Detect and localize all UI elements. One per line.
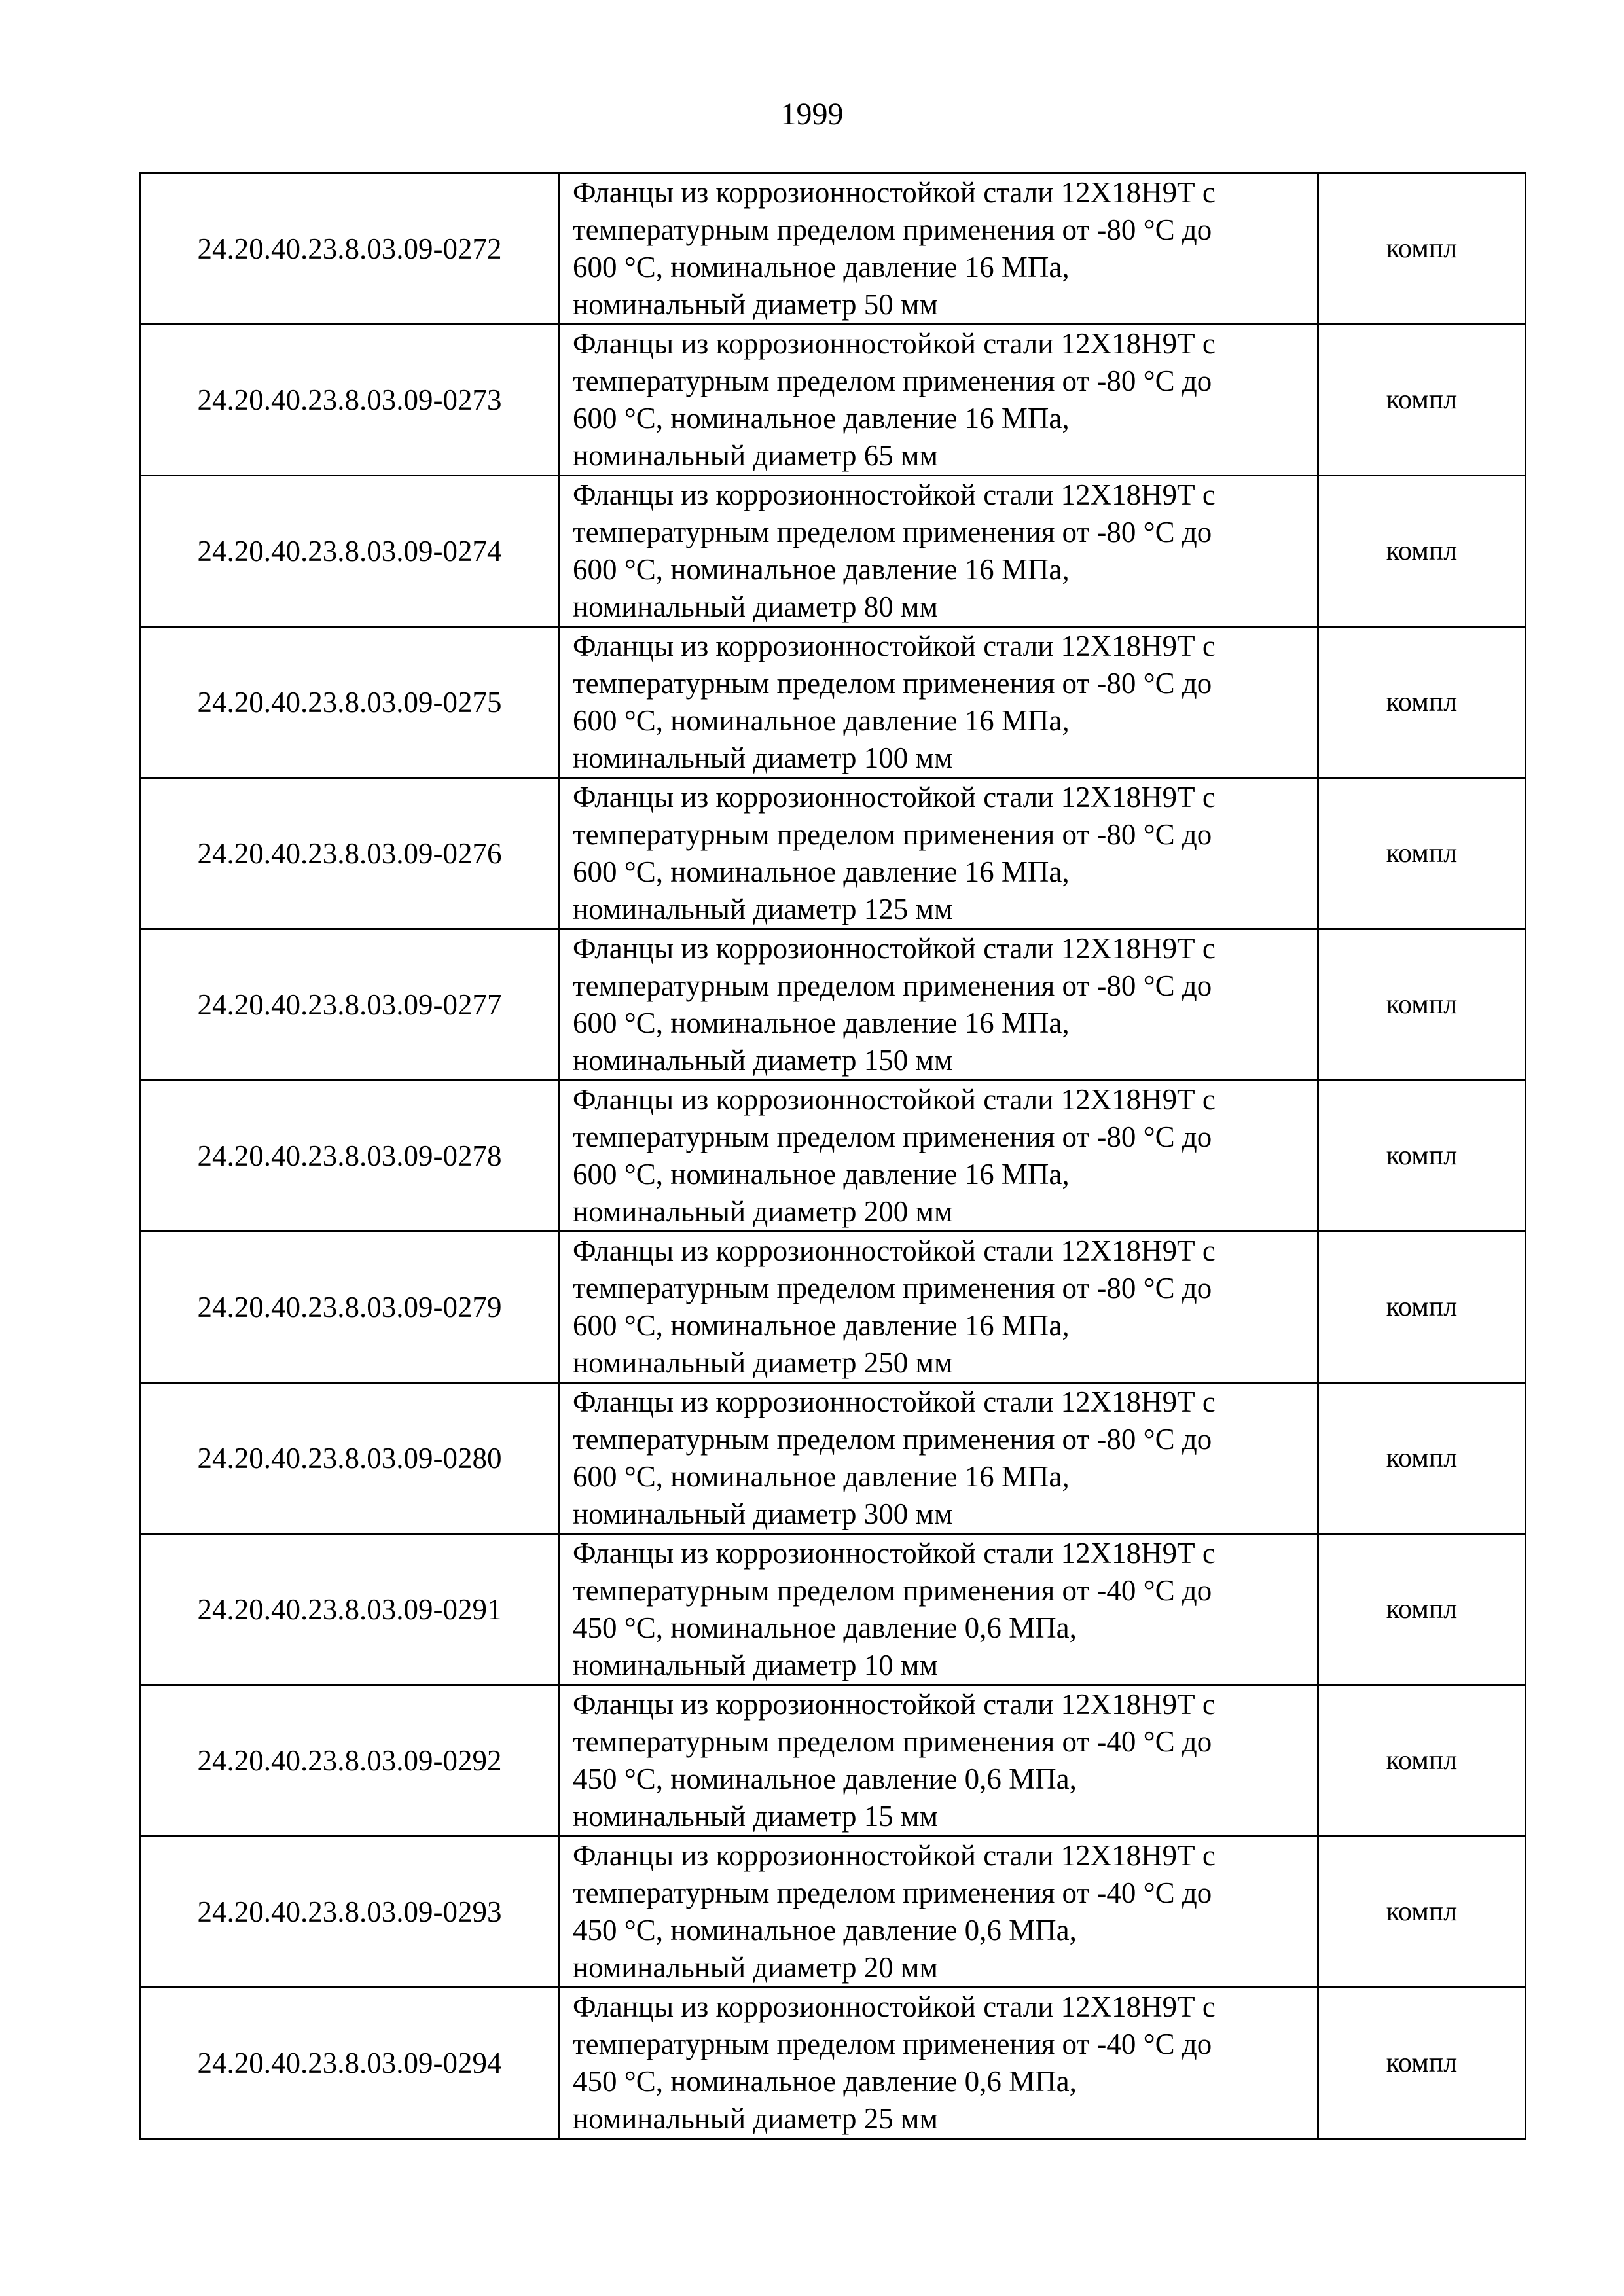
item-unit: компл [1318,929,1526,1081]
description-line: Фланцы из коррозионностойкой стали 12Х18Н9Т с [573,1839,1216,1872]
description-line: номинальный диаметр 65 мм [573,439,938,472]
item-description [559,778,1318,929]
description-line: температурным пределом применения от -80 °С до [573,1423,1212,1456]
table-row [141,1081,1526,1232]
table-row [141,173,1526,325]
table-row [141,1988,1526,2139]
item-unit: компл [1318,1081,1526,1232]
description-line: номинальный диаметр 50 мм [573,288,938,321]
item-description [559,1988,1318,2139]
description-line: номинальный диаметр 150 мм [573,1044,953,1077]
item-code: 24.20.40.23.8.03.09-0278 [141,1081,559,1232]
item-unit: компл [1318,325,1526,476]
item-code: 24.20.40.23.8.03.09-0274 [141,476,559,627]
table-row [141,1383,1526,1534]
description-line: 600 °С, номинальное давление 16 МПа, [573,1158,1070,1191]
item-unit: компл [1318,627,1526,778]
description-line: температурным пределом применения от -80 °С до [573,818,1212,851]
description-line: номинальный диаметр 200 мм [573,1195,953,1228]
description-line: номинальный диаметр 20 мм [573,1951,938,1984]
table-row [141,476,1526,627]
description-line: 450 °С, номинальное давление 0,6 МПа, [573,1611,1077,1644]
description-line: температурным пределом применения от -80 °С до [573,969,1212,1002]
description-line: температурным пределом применения от -80 °С до [573,667,1212,700]
item-unit: компл [1318,778,1526,929]
description-line: 600 °С, номинальное давление 16 МПа, [573,1460,1070,1493]
item-code: 24.20.40.23.8.03.09-0292 [141,1685,559,1837]
item-description [559,325,1318,476]
item-description [559,1534,1318,1685]
description-line: 600 °С, номинальное давление 16 МПа, [573,704,1070,737]
item-unit: компл [1318,1232,1526,1383]
description-line: Фланцы из коррозионностойкой стали 12Х18Н9Т с [573,176,1216,209]
description-line: 600 °С, номинальное давление 16 МПа, [573,251,1070,283]
description-line: Фланцы из коррозионностойкой стали 12Х18Н9Т с [573,1234,1216,1267]
item-description [559,1383,1318,1534]
description-line: температурным пределом применения от -40 °С до [573,1725,1212,1758]
description-line: 600 °С, номинальное давление 16 МПа, [573,1309,1070,1342]
description-line: номинальный диаметр 25 мм [573,2102,938,2135]
description-line: Фланцы из коррозионностойкой стали 12Х18Н9Т с [573,1990,1216,2023]
description-line: температурным пределом применения от -80 °С до [573,365,1212,397]
description-line: Фланцы из коррозионностойкой стали 12Х18Н9Т с [573,1386,1216,1418]
table-row [141,627,1526,778]
description-line: 450 °С, номинальное давление 0,6 МПа, [573,1763,1077,1795]
description-line: температурным пределом применения от -40 °С до [573,1574,1212,1607]
description-line: 450 °С, номинальное давление 0,6 МПа, [573,1914,1077,1946]
item-code: 24.20.40.23.8.03.09-0279 [141,1232,559,1383]
table-row [141,1534,1526,1685]
description-line: 600 °С, номинальное давление 16 МПа, [573,855,1070,888]
description-line: Фланцы из коррозионностойкой стали 12Х18Н9Т с [573,1688,1216,1721]
description-line: Фланцы из коррозионностойкой стали 12Х18Н9Т с [573,781,1216,814]
item-unit: компл [1318,173,1526,325]
description-line: Фланцы из коррозионностойкой стали 12Х18Н9Т с [573,478,1216,511]
item-unit: компл [1318,1837,1526,1988]
description-line: Фланцы из коррозионностойкой стали 12Х18Н9Т с [573,1537,1216,1570]
item-description [559,173,1318,325]
item-description [559,929,1318,1081]
item-code: 24.20.40.23.8.03.09-0280 [141,1383,559,1534]
description-line: температурным пределом применения от -40 °С до [573,1876,1212,1909]
items-table-body [141,173,1526,2139]
item-unit: компл [1318,1685,1526,1837]
item-unit: компл [1318,476,1526,627]
description-line: номинальный диаметр 125 мм [573,893,953,925]
description-line: Фланцы из коррозионностойкой стали 12Х18Н9Т с [573,327,1216,360]
description-line: номинальный диаметр 80 мм [573,590,938,623]
description-line: номинальный диаметр 300 мм [573,1498,953,1530]
item-code: 24.20.40.23.8.03.09-0276 [141,778,559,929]
item-description [559,627,1318,778]
item-code: 24.20.40.23.8.03.09-0277 [141,929,559,1081]
item-unit: компл [1318,1988,1526,2139]
description-line: номинальный диаметр 250 мм [573,1346,953,1379]
table-row [141,778,1526,929]
description-line: 450 °С, номинальное давление 0,6 МПа, [573,2065,1077,2098]
description-line: номинальный диаметр 100 мм [573,742,953,774]
table-row [141,325,1526,476]
description-line: температурным пределом применения от -80 °С до [573,1272,1212,1304]
description-line: 600 °С, номинальное давление 16 МПа, [573,402,1070,435]
item-description [559,1837,1318,1988]
item-code: 24.20.40.23.8.03.09-0275 [141,627,559,778]
item-description [559,1232,1318,1383]
description-line: номинальный диаметр 10 мм [573,1649,938,1681]
description-line: температурным пределом применения от -40 °С до [573,2028,1212,2060]
description-line: температурным пределом применения от -80 °С до [573,213,1212,246]
table-row [141,1232,1526,1383]
description-line: температурным пределом применения от -80 °С до [573,516,1212,548]
item-code: 24.20.40.23.8.03.09-0293 [141,1837,559,1988]
table-row [141,1685,1526,1837]
table-row [141,1837,1526,1988]
item-unit: компл [1318,1383,1526,1534]
items-table [139,172,1526,2140]
description-line: Фланцы из коррозионностойкой стали 12Х18Н9Т с [573,1083,1216,1116]
item-code: 24.20.40.23.8.03.09-0272 [141,173,559,325]
item-code: 24.20.40.23.8.03.09-0273 [141,325,559,476]
description-line: номинальный диаметр 15 мм [573,1800,938,1833]
description-line: температурным пределом применения от -80 °С до [573,1121,1212,1153]
table-row [141,929,1526,1081]
item-description [559,476,1318,627]
item-code: 24.20.40.23.8.03.09-0291 [141,1534,559,1685]
description-line: Фланцы из коррозионностойкой стали 12Х18Н9Т с [573,932,1216,965]
description-line: 600 °С, номинальное давление 16 МПа, [573,553,1070,586]
page-number: 1999 [780,97,844,132]
item-description [559,1685,1318,1837]
item-description [559,1081,1318,1232]
item-code: 24.20.40.23.8.03.09-0294 [141,1988,559,2139]
description-line: 600 °С, номинальное давление 16 МПа, [573,1007,1070,1039]
description-line: Фланцы из коррозионностойкой стали 12Х18Н9Т с [573,630,1216,662]
item-unit: компл [1318,1534,1526,1685]
